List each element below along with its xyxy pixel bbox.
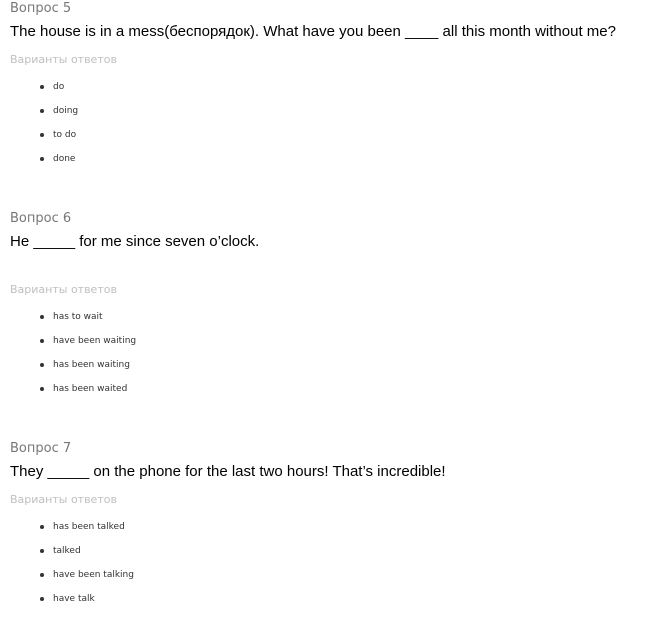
answer-option [10,336,136,360]
answer-option [10,522,134,546]
bullet-icon [40,109,44,113]
question-text: They _____ on the phone for the last two hours! That’s incredible! [10,463,446,480]
question-number: Вопрос 6 [10,211,72,226]
answer-option-label: has been waiting [53,360,130,370]
answer-option [10,154,78,178]
answer-option-label: has been waited [53,384,128,394]
answer-option [10,130,78,154]
answer-option-label: has been talked [53,522,125,532]
question-text: The house is in a mess(беспорядок). What have you been ____ all this month without me? [10,23,616,40]
answer-option-label: doing [53,106,79,116]
answer-options-list [10,312,136,408]
bullet-icon [40,133,44,137]
answer-option-label: done [53,154,76,164]
answer-option-label: have been waiting [53,336,137,346]
answer-options-label: Варианты ответов [10,53,117,66]
answer-option-label: to do [53,130,77,140]
question-number: Вопрос 7 [10,441,72,456]
answer-option-label: has to wait [53,312,103,322]
bullet-icon [40,549,44,553]
question-number: Вопрос 5 [10,1,72,16]
bullet-icon [40,525,44,529]
bullet-icon [40,85,44,89]
answer-option-label: talked [53,546,81,556]
bullet-icon [40,597,44,601]
answer-options-label: Варианты ответов [10,493,117,506]
answer-option [10,384,136,408]
bullet-icon [40,315,44,319]
answer-option [10,570,134,594]
bullet-icon [40,363,44,367]
answer-option-label: have talk [53,594,95,604]
answer-option [10,594,134,618]
answer-option [10,82,78,106]
answer-options-list [10,82,78,178]
answer-option-label: do [53,82,65,92]
bullet-icon [40,157,44,161]
answer-option [10,312,136,336]
bullet-icon [40,387,44,391]
question-text: He _____ for me since seven o’clock. [10,233,260,250]
answer-options-label: Варианты ответов [10,283,117,296]
bullet-icon [40,573,44,577]
bullet-icon [40,339,44,343]
answer-options-list [10,522,134,618]
answer-option [10,546,134,570]
answer-option [10,360,136,384]
answer-option-label: have been talking [53,570,134,580]
answer-option [10,106,78,130]
